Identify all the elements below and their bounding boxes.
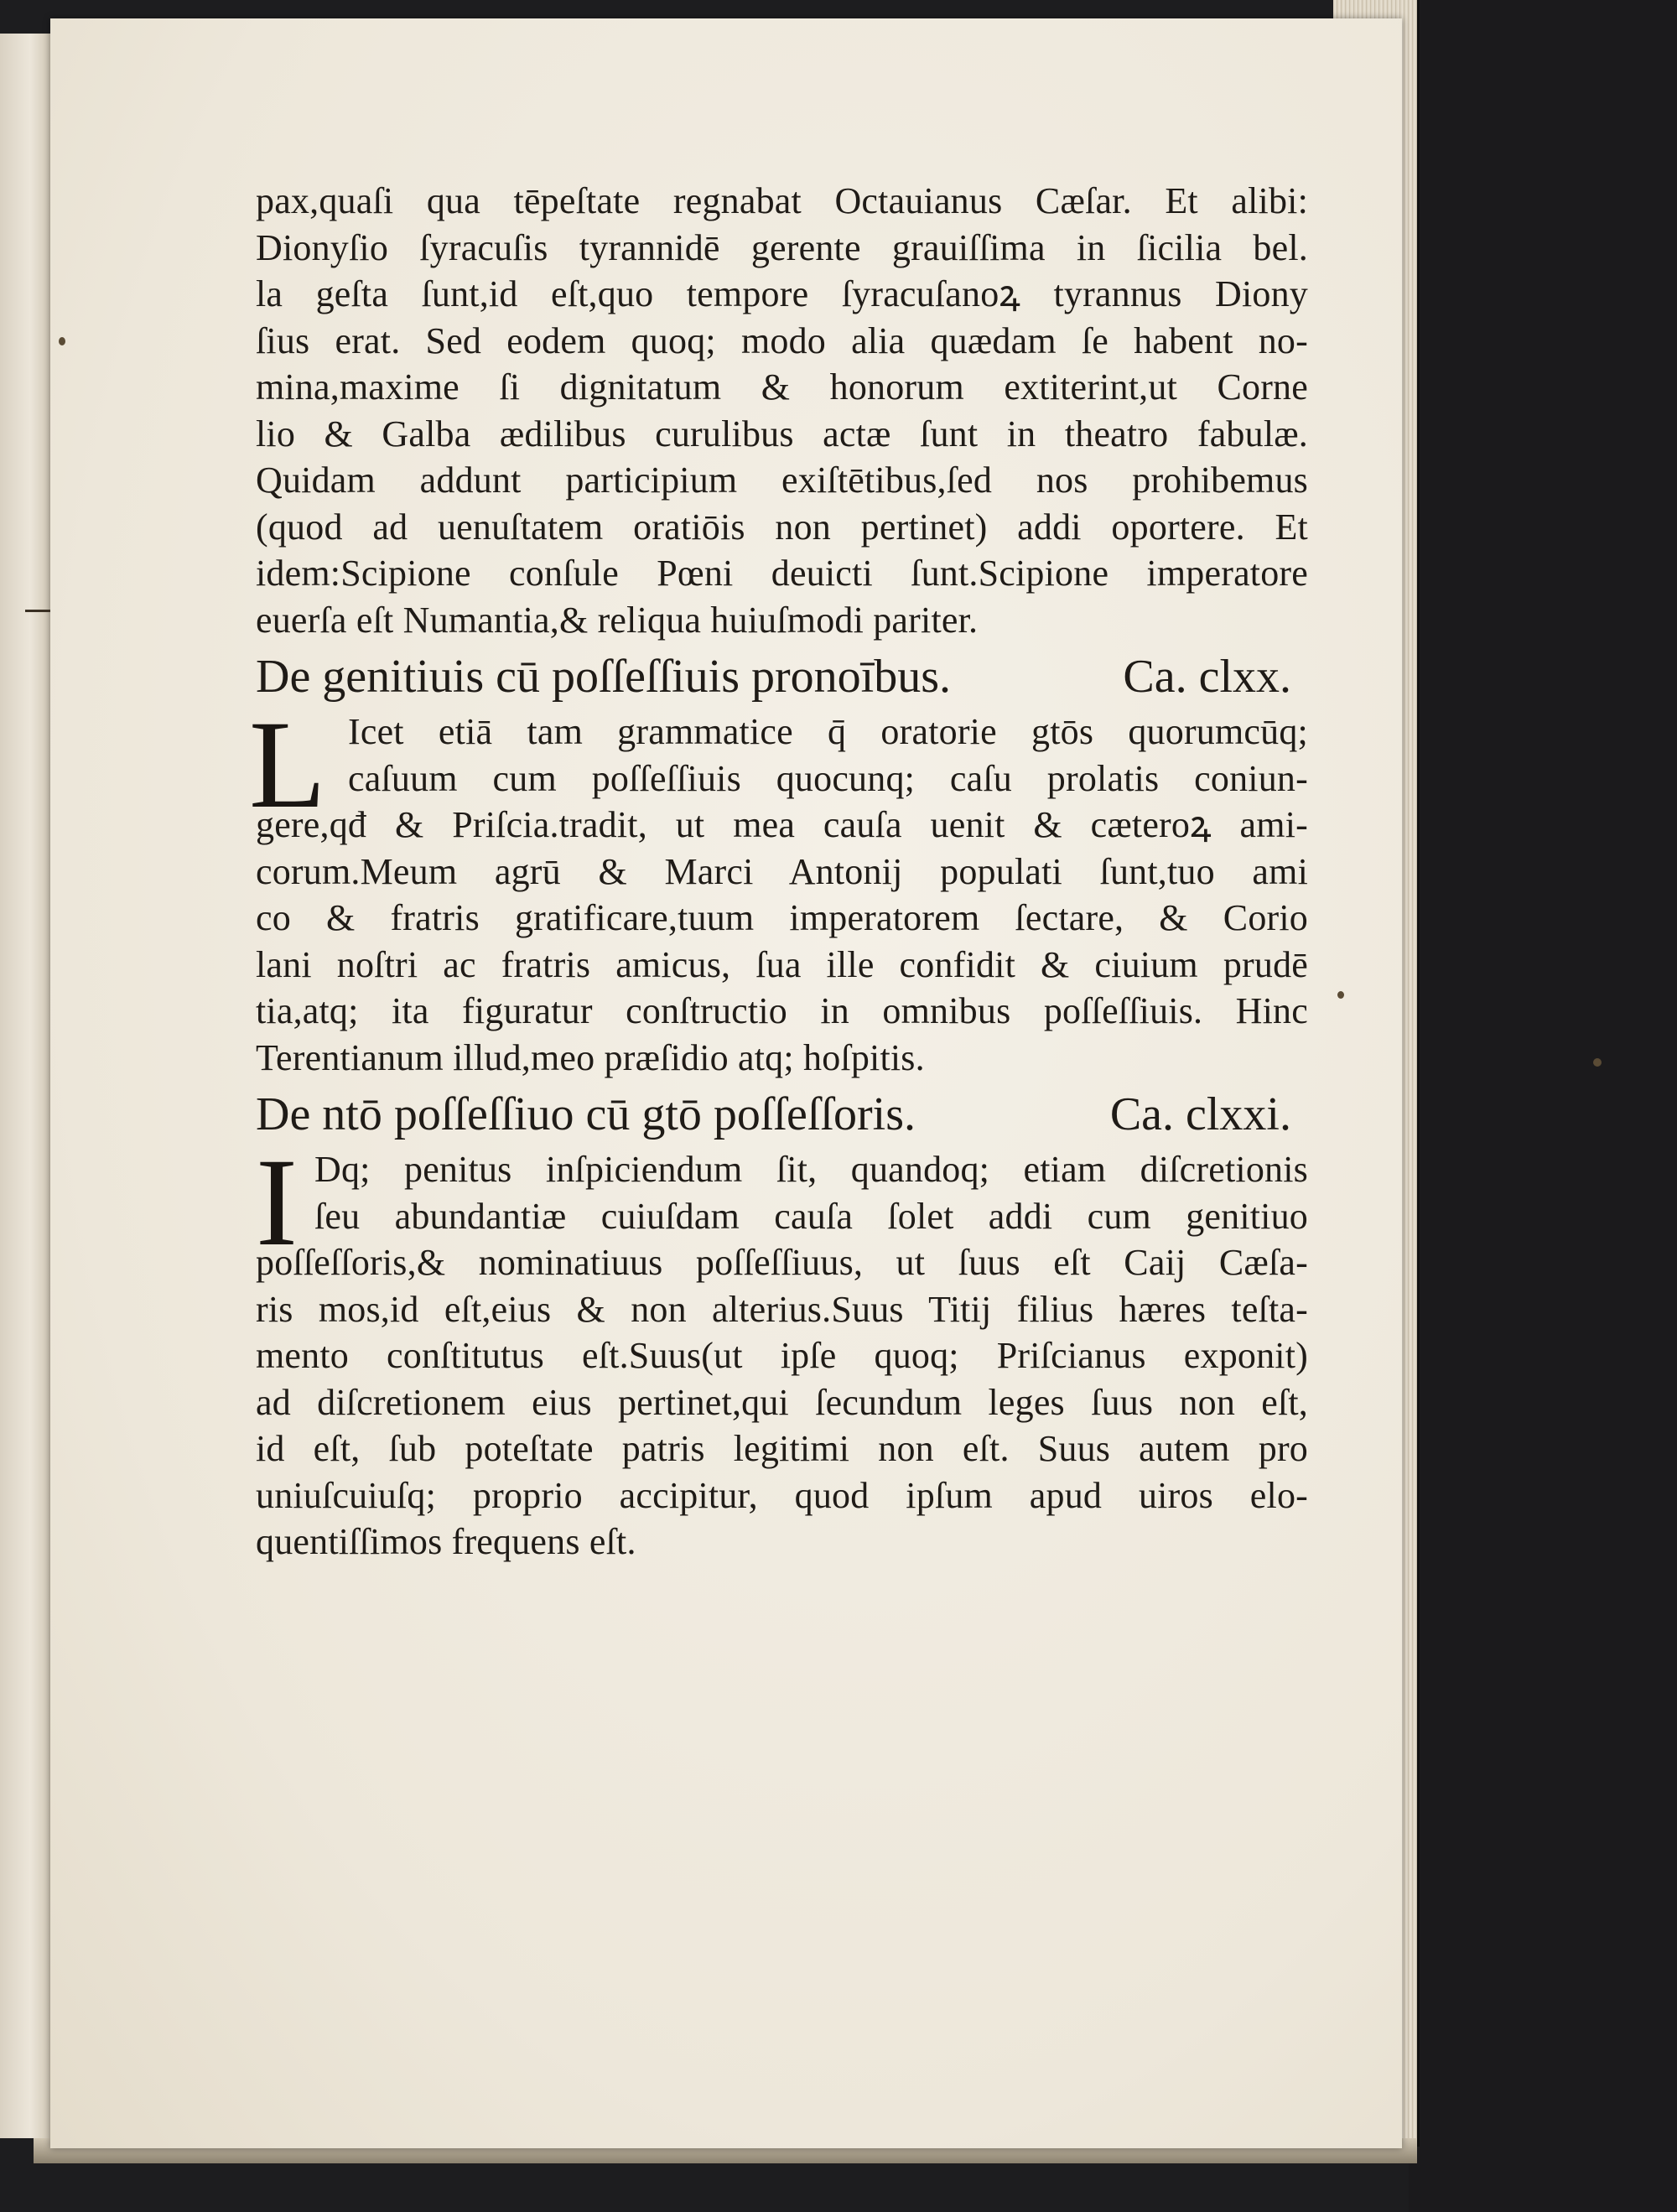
chapter-heading-170	[256, 645, 1308, 709]
text-line: ſeu abundantiæ cuiuſdam cauſa ſolet addi cum genitiuo	[314, 1195, 1308, 1237]
drop-cap: L	[249, 695, 326, 834]
text-line: ad diſcretionem eius pertinet,qui ſecundum leges ſuus non eſt,	[256, 1381, 1308, 1423]
drop-cap: I	[256, 1133, 298, 1272]
text-line: ſius erat. Sed eodem quoq; modo alia quædam ſe habent no-	[256, 319, 1308, 361]
paragraph-170	[249, 695, 1308, 1081]
chapter-heading-171	[256, 1083, 1308, 1146]
text-line: pax,quaſi qua tēpeſtate regnabat Octauianus Cæſar. Et alibi:	[256, 180, 1308, 221]
text-line: tia,atq; ita figuratur conſtructio in omnibus poſſeſſiuis. Hinc	[256, 990, 1308, 1031]
text-block	[249, 178, 1308, 1566]
text-line: lio & Galba ædilibus curulibus actæ ſunt in theatro fabulæ.	[256, 413, 1308, 454]
dark-background	[1409, 0, 1677, 2212]
text-line: lani noſtri ac fratris amicus, ſua ille confidit & ciuium prudē	[256, 943, 1308, 985]
text-line: co & fratris gratificare,tuum imperatorem ſectare, & Corio	[256, 897, 1308, 938]
text-line: ris mos,id eſt,eius & non alterius.Suus Titij filius hæres teſta-	[256, 1288, 1308, 1330]
heading-title: De genitiuis cū poſſeſſiuis pronoībus.	[256, 651, 952, 703]
paragraph-opening	[256, 178, 1308, 643]
text-line: mento conſtitutus eſt.Suus(ut ipſe quoq; Priſcianus exponit)	[256, 1335, 1308, 1376]
chapter-number: Ca. clxxi.	[1109, 1088, 1291, 1140]
text-line: idem:Scipione conſule Pœni deuicti ſunt.Scipione imperatore	[256, 553, 1308, 594]
paragraph-171	[256, 1133, 1308, 1566]
text-line: caſuum cum poſſeſſiuis quocunq; caſu prolatis coniun-	[348, 757, 1308, 799]
text-line: corum.Meum agrū & Marci Antonij populati ſunt,tuo ami	[256, 850, 1308, 892]
text-line: (quod ad uenuſtatem oratiōis non pertinet) addi oportere. Et	[256, 506, 1308, 548]
heading-title: De ntō poſſeſſiuo cū gtō poſſeſſoris.	[256, 1088, 916, 1140]
text-line: poſſeſſoris,& nominatiuus poſſeſſiuus, ut ſuus eſt Caij Cæſa-	[256, 1242, 1308, 1283]
text-line: uniuſcuiuſq; proprio accipitur, quod ipſum apud uiros elo-	[256, 1474, 1308, 1516]
text-line: la geſta ſunt,id eſt,quo tempore ſyracuſanoꝝ tyrannus Diony	[256, 273, 1308, 314]
text-line: quentiſſimos frequens eſt.	[256, 1521, 636, 1562]
text-line: gere,qđ & Priſcia.tradit, ut mea cauſa uenit & cæteroꝝ ami-	[256, 804, 1308, 845]
text-line: Icet etiā tam grammatice q̄ oratorie gtōs quorumcūq;	[348, 711, 1308, 752]
ink-speck	[1593, 1058, 1602, 1067]
text-line: mina,maxime ſi dignitatum & honorum extiterint,ut Corne	[256, 366, 1308, 408]
ink-speck	[1337, 991, 1344, 999]
text-line: id eſt, ſub poteſtate patris legitimi non eſt. Suus autem pro	[256, 1428, 1308, 1469]
text-line: Dionyſio ſyracuſis tyrannidē gerente grauiſſima in ſicilia bel.	[256, 226, 1308, 268]
text-line: euerſa eſt Numantia,& reliqua huiuſmodi pariter.	[256, 599, 979, 641]
facing-page-edge	[0, 34, 50, 2138]
text-line: Quidam addunt participium exiſtētibus,ſed nos prohibemus	[256, 460, 1308, 501]
chapter-number: Ca. clxx.	[1123, 651, 1291, 703]
text-line: Terentianum illud,meo præſidio atq; hoſpitis.	[256, 1036, 925, 1078]
book-page	[50, 18, 1402, 2148]
ink-speck	[59, 337, 65, 345]
text-line: Dq; penitus inſpiciendum ſit, quandoq; etiam diſcretionis	[314, 1149, 1308, 1190]
margin-mark	[25, 610, 50, 612]
